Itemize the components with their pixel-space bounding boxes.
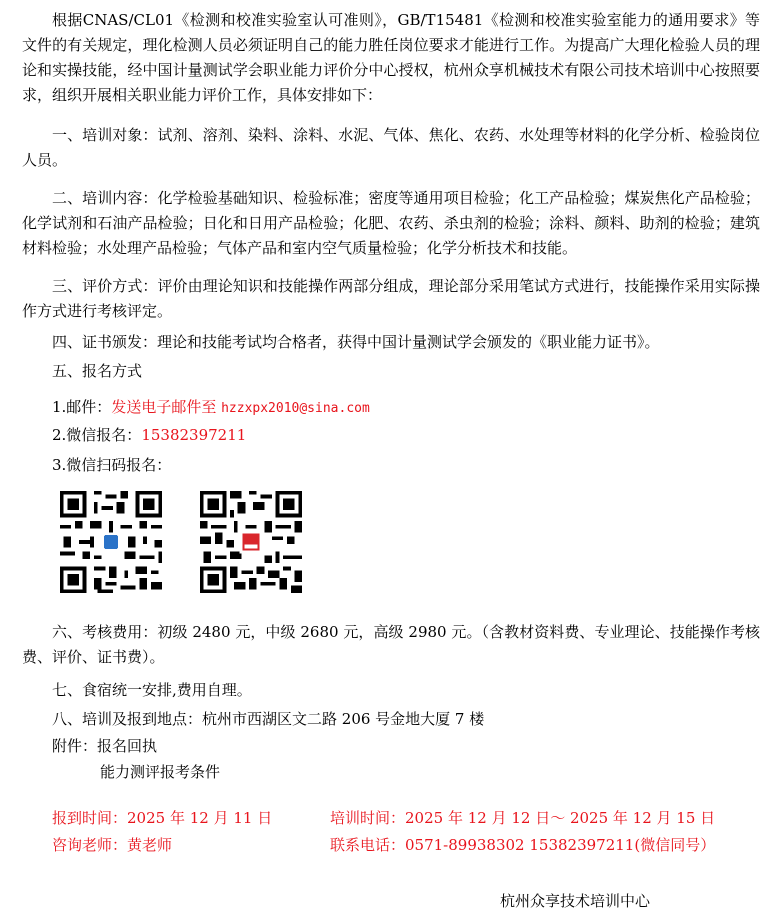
checkin-time: 报到时间：2025 年 12 月 11 日	[52, 809, 273, 827]
section-certificate: 四、证书颁发：理论和技能考试均合格者，获得中国计量测试学会颁发的《职业能力证书》。	[52, 333, 660, 351]
email-link[interactable]: hzzxpx2010@sina.com	[221, 401, 370, 416]
section-evaluation-method: 三、评价方式：评价由理论知识和技能操作两部分组成，理论部分采用笔试方式进行，技能操作采用实际操作方式进行考核评定。	[22, 277, 760, 320]
attachments-label: 附件：报名回执	[52, 737, 158, 755]
email-label: 1.邮件：	[52, 398, 112, 416]
registration-qr-label: 3.微信扫码报名：	[52, 456, 172, 474]
attachment-item-2: 能力测评报考条件	[100, 763, 221, 781]
wechat-qr-code-2[interactable]	[196, 487, 306, 597]
section-training-targets: 一、培训对象：试剂、溶剂、染料、涂料、水泥、气体、焦化、农药、水处理等材料的化学分析、检验岗位人员。	[22, 126, 760, 169]
section-fees: 六、考核费用：初级 2480 元，中级 2680 元，高级 2980 元。（含教材资料费、专业理论、技能操作考核费、评价、证书费）。	[22, 623, 760, 666]
section-location: 八、培训及报到地点：杭州市西湖区文二路 206 号金地大厦 7 楼	[52, 710, 485, 728]
registration-wechat	[52, 424, 246, 446]
section-training-content: 二、培训内容：化学检验基础知识、检验标准；密度等通用项目检验；化工产品检验；煤炭焦化产品检验；化学试剂和石油产品检验；日化和日用产品检验；化肥、农药、杀虫剂的检验；涂料、颜料、助剂的检验；建筑材料检验；水处理产品检验；气体产品和室内空气质量检验；化学分析技术和技能。	[22, 189, 760, 257]
wechat-number: 15382397211	[141, 426, 247, 444]
consult-teacher: 咨询老师：黄老师	[52, 836, 173, 854]
training-time: 培训时间：2025 年 12 月 12 日～ 2025 年 12 月 15 日	[330, 809, 716, 827]
wechat-qr-code-1[interactable]	[56, 487, 166, 597]
contact-phone: 联系电话：0571-89938302 15382397211(微信同号）	[330, 836, 716, 854]
email-prefix: 发送电子邮件至	[111, 398, 222, 416]
section-meals: 七、食宿统一安排,费用自理。	[52, 681, 252, 699]
registration-email	[52, 396, 370, 420]
wechat-label: 2.微信报名：	[52, 426, 142, 444]
section-registration-heading: 五、报名方式	[52, 362, 143, 380]
signature: 杭州众享技术培训中心	[500, 892, 651, 910]
intro-paragraph: 根据CNAS/CL01《检测和校准实验室认可准则》，GB/T15481《检测和校准实验室能力的通用要求》等文件的有关规定，理化检测人员必须证明自己的能力胜任岗位要求才能进行工作。为提高广大理化检验人员的理论和实操技能，经中国计量测试学会职业能力评价分中心授权，杭州众享机械技术有限公司技术培训中心按照要求，组织开展相关职业能力评价工作，具体安排如下：	[22, 11, 760, 104]
